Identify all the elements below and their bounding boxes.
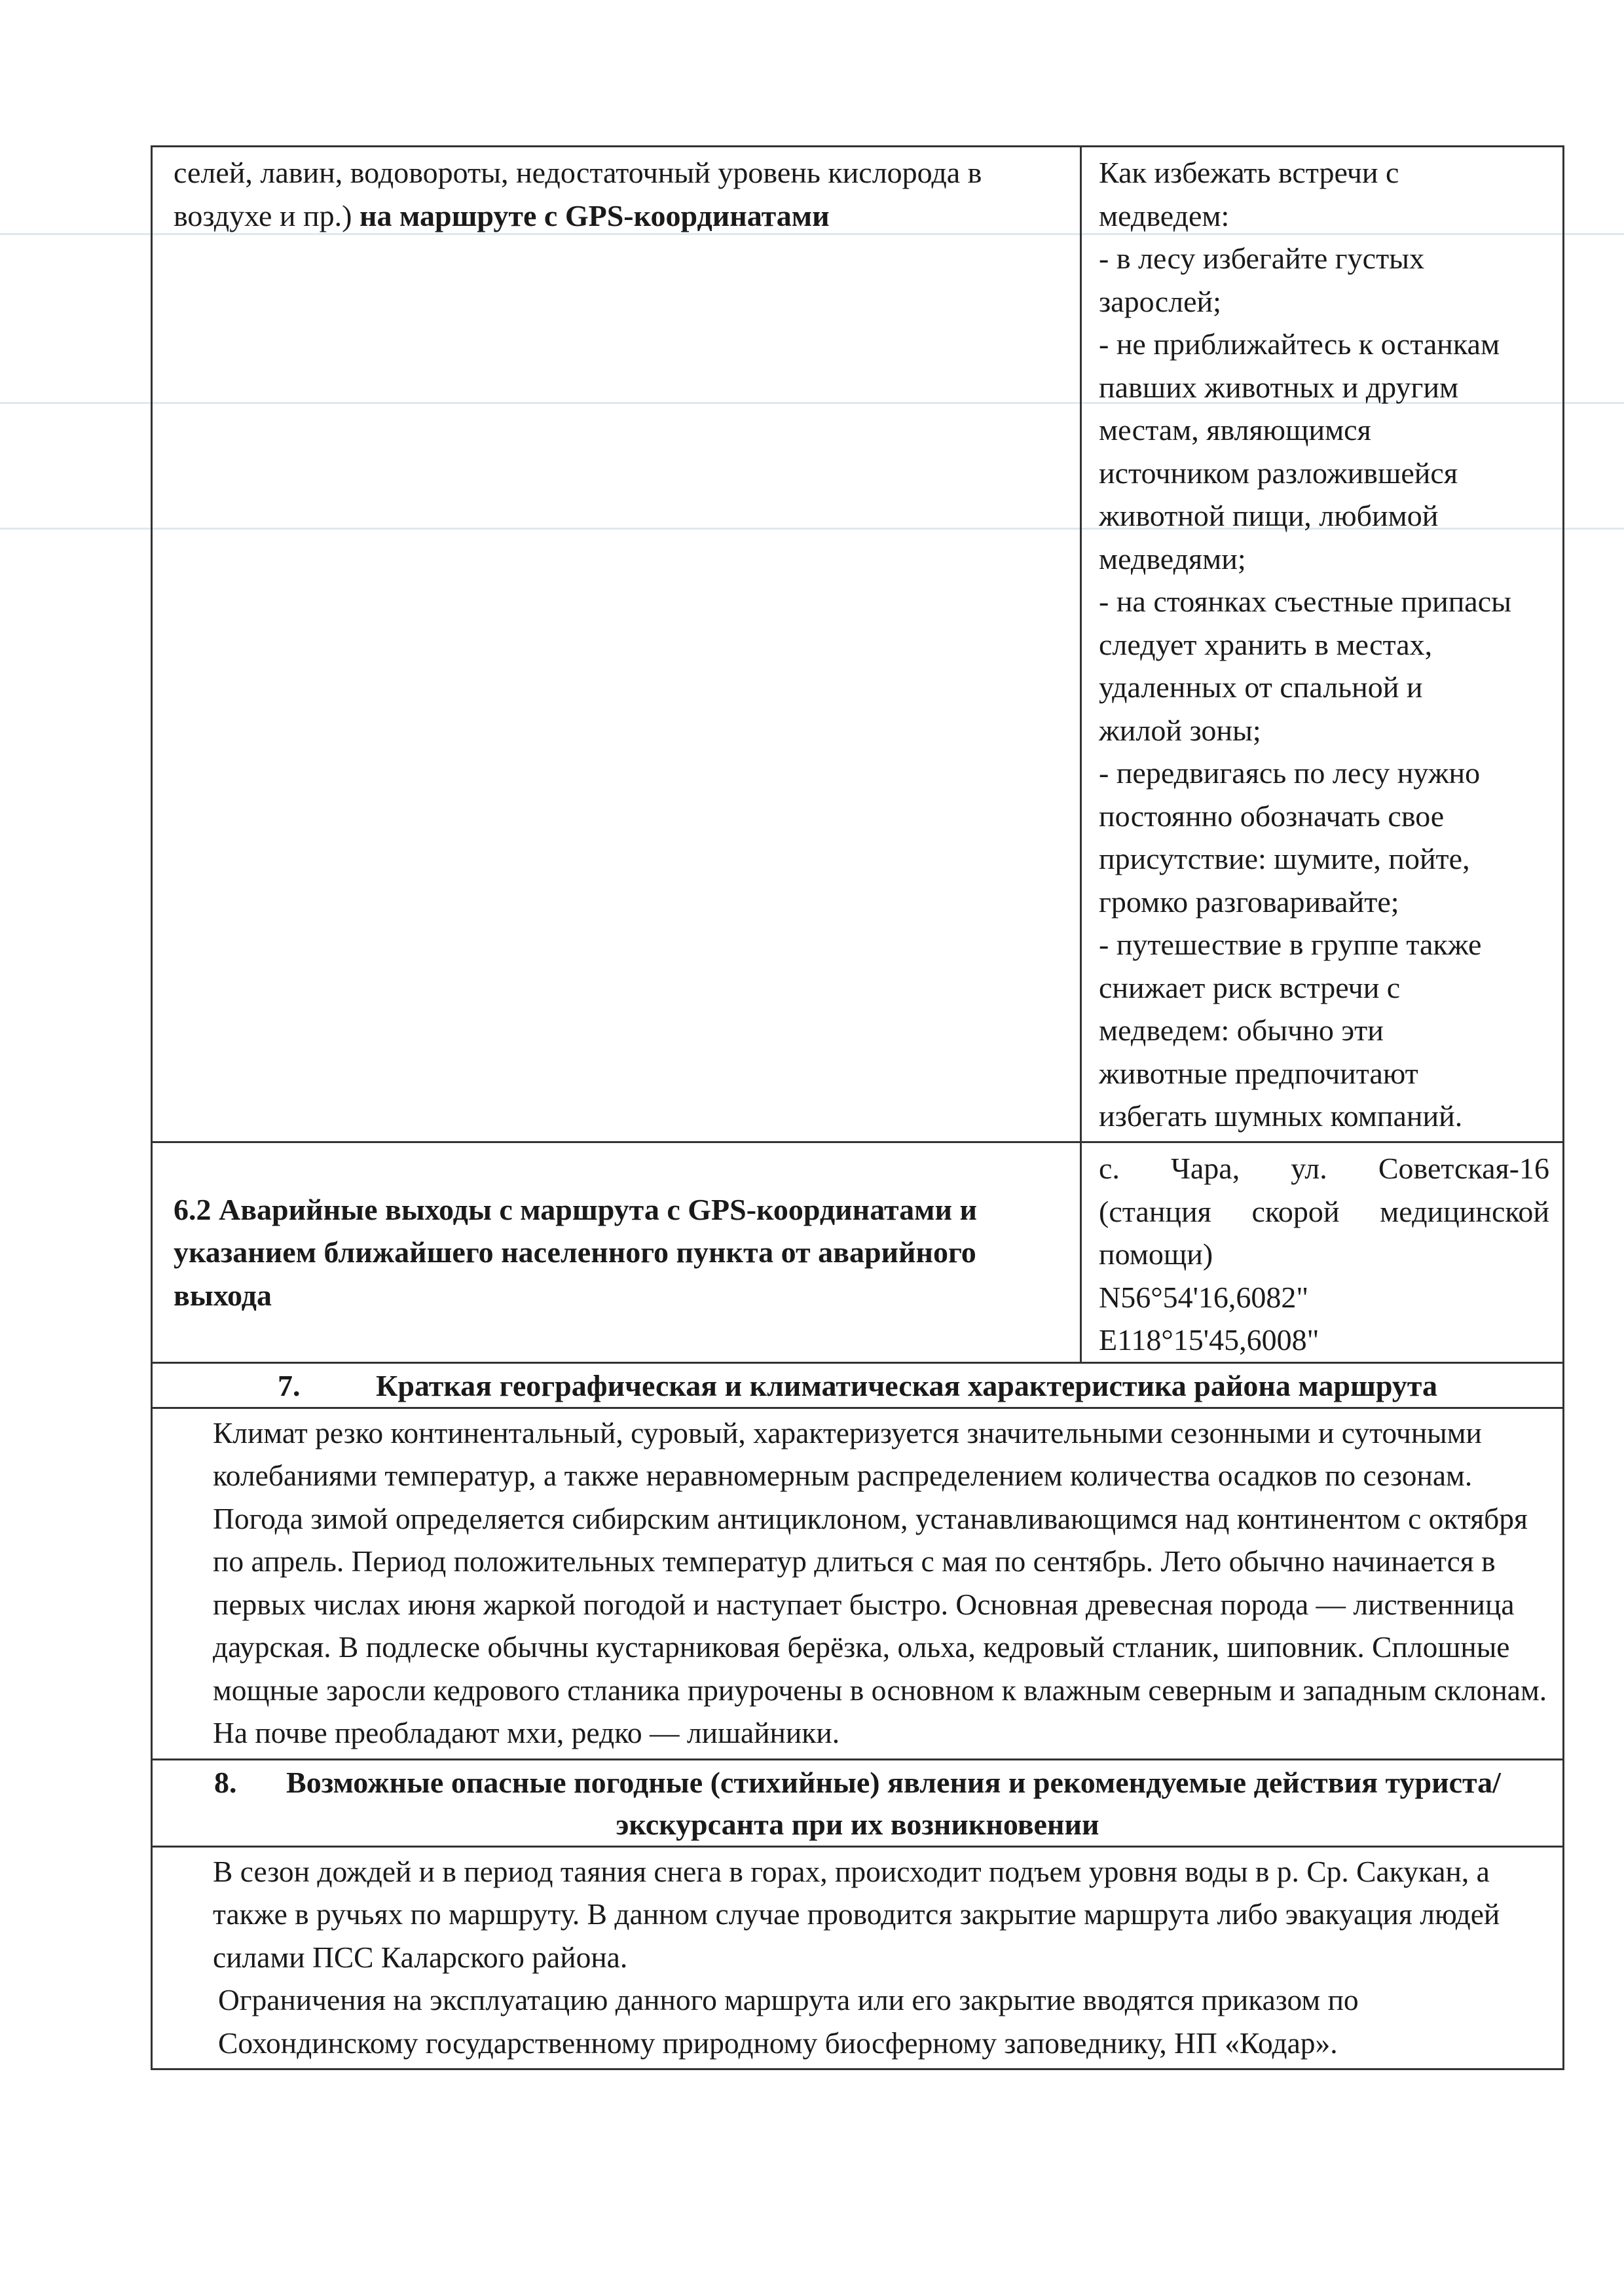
bear-advice-line: постоянно обозначать свое [1099, 799, 1445, 833]
bear-advice-line: павших животных и другим [1099, 370, 1459, 404]
section7-header-row [152, 1362, 1564, 1408]
emergency-label-cell [152, 1142, 1081, 1363]
bear-advice-line: медведем: [1099, 198, 1230, 232]
bear-advice-line: - передвигаясь по лесу нужно [1099, 756, 1481, 790]
emergency-label: 6.2 Аварийные выходы с маршрута с GPS-координатами и указанием ближайшего населенного пункта от аварийного выхода [174, 1192, 977, 1312]
risks-row [152, 147, 1564, 1142]
bear-advice-line: - путешествие в группе также [1099, 928, 1482, 961]
risks-cell [152, 147, 1081, 1142]
risks-text: селей, лавин, водовороты, недостаточный уровень кислорода в воздухе и пр.) [174, 156, 982, 232]
section7-body-row [152, 1408, 1564, 1759]
bear-advice-cell [1081, 147, 1564, 1142]
bear-advice-line: местам, являющимся [1099, 413, 1371, 446]
section8-title: Возможные опасные погодные (стихийные) явления и рекомендуемые действия туриста/экскурсанта при их возникновении [286, 1765, 1501, 1841]
section8-text-cell [152, 1846, 1564, 2069]
bear-advice-line: - не приближайтесь к останкам [1099, 327, 1500, 361]
section7-heading [152, 1362, 1564, 1408]
section8-body-row [152, 1846, 1564, 2069]
route-info-table [151, 145, 1564, 2070]
bear-advice-line: избегать шумных компаний. [1099, 1099, 1463, 1133]
section8-header-row [152, 1759, 1564, 1846]
address-line: (станция скорой медицинской [1099, 1194, 1549, 1228]
bear-advice-line: животной пищи, любимой [1099, 499, 1439, 532]
bear-advice-line: животные предпочитают [1099, 1056, 1418, 1090]
risks-gps-label: на маршруте с GPS-координатами [359, 198, 830, 232]
emergency-row [152, 1142, 1564, 1363]
section7-text-cell [152, 1408, 1564, 1759]
bear-advice-list [1099, 151, 1549, 1138]
bear-advice-line: присутствие: шумите, пойте, [1099, 842, 1470, 875]
coordinate-north: N56°54'16,6082" [1099, 1280, 1309, 1314]
bear-advice-line: громко разговаривайте; [1099, 884, 1399, 919]
section7-title: Краткая географическая и климатическая характеристика района маршрута [376, 1368, 1437, 1402]
document-page [151, 145, 1549, 2070]
bear-advice-line: снижает риск встречи с [1099, 970, 1401, 1004]
address-line: с. Чара, ул. Советская-16 [1099, 1152, 1549, 1185]
bear-advice-line: медведем: обычно эти [1099, 1013, 1384, 1047]
bear-advice-line: удаленных от спальной и [1099, 670, 1423, 704]
coordinate-east: E118°15'45,6008" [1099, 1323, 1320, 1357]
section8-heading [152, 1759, 1564, 1846]
section8-paragraph: В сезон дождей и в период таяния снега в горах, происходит подъем уровня воды в р. Ср. Сакукан, а также в ручьях по маршруту. В данном случае проводится закрытие маршрута либо эвакуация людей силами ПСС Каларского района. [213, 1854, 1500, 1974]
bear-advice-line: - в лесу избегайте густых [1099, 242, 1425, 275]
address-line: помощи) [1099, 1237, 1213, 1271]
section8-paragraph: Ограничения на эксплуатацию данного маршрута или его закрытие вводятся приказом по Сохондинскому государственному природному биосферному заповеднику, НП «Кодар». [218, 1983, 1359, 2060]
section7-number: 7. [278, 1368, 301, 1402]
bear-advice-line: Как избежать встречи с [1099, 156, 1399, 189]
section7-text: Климат резко континентальный, суровый, характеризуется значительными сезонными и суточными колебаниями температур, а также неравномерным распределением количества осадков по сезонам. Погода зимой определяется сибирским антициклоном, устанавливающимся над континентом с октября по апрель. Период положительных температур длиться с мая по сентябрь. Лето обычно начинается в первых числах июня жаркой погодой и наступает быстро. Основная древесная порода — лиственница даурская. В подлеске обычны кустарниковая берёзка, ольха, кедровый стланик, шиповник. Сплошные мощные заросли кедрового стланика приурочены в основном к влажным северным и западным склонам. На почве преобладают мхи, редко — лишайники. [213, 1415, 1547, 1749]
bear-advice-line: жилой зоны; [1099, 713, 1261, 747]
section8-number: 8. [214, 1765, 237, 1799]
bear-advice-line: медведями; [1099, 541, 1246, 575]
emergency-address-cell [1081, 1142, 1564, 1363]
bear-advice-line: зарослей; [1099, 284, 1221, 318]
bear-advice-line: источником разложившейся [1099, 456, 1458, 490]
bear-advice-line: - на стоянках съестные припасы [1099, 585, 1512, 618]
bear-advice-line: следует хранить в местах, [1099, 627, 1433, 661]
